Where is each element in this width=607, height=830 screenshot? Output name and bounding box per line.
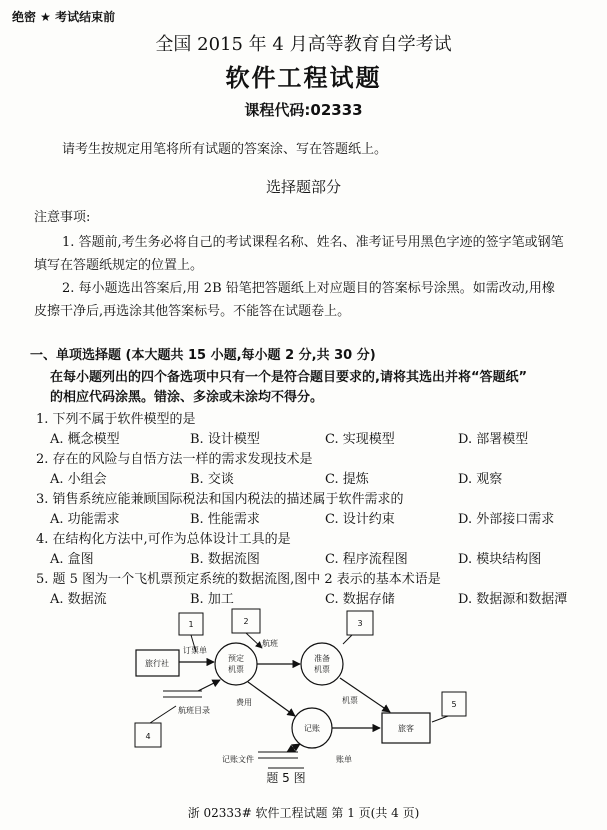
svg-text:费用: 费用	[236, 698, 252, 707]
svg-text:机票: 机票	[342, 696, 358, 705]
option-b[interactable]: B. 交谈	[190, 472, 234, 487]
part1-desc-line-2: 的相应代码涂黑。错涂、多涂或未涂均不得分。	[50, 390, 324, 405]
exam-title: 全国 2015 年 4 月高等教育自学考试	[155, 34, 452, 55]
option-a[interactable]: A. 数据流	[50, 592, 107, 607]
page-footer: 浙 02333# 软件工程试题 第 1 页(共 4 页)	[187, 806, 420, 820]
svg-text:准备: 准备	[314, 654, 330, 663]
option-d[interactable]: D. 数据源和数据潭	[458, 592, 568, 607]
answer-instruction: 请考生按规定用笔将所有试题的答案涂、写在答题纸上。	[62, 142, 388, 157]
svg-text:旅客: 旅客	[398, 724, 414, 733]
option-d[interactable]: D. 观察	[458, 472, 503, 487]
store-flight-catalog	[163, 691, 210, 715]
entity-travel-agency	[136, 650, 179, 676]
svg-text:订票单: 订票单	[183, 646, 207, 655]
course-code: 课程代码:02333	[244, 101, 363, 119]
option-a[interactable]: A. 概念模型	[50, 432, 120, 447]
svg-text:账单: 账单	[336, 755, 352, 764]
note-1-line-1: 1. 答题前,考生务必将自己的考试课程名称、姓名、准考证号用黑色字迹的签字笔或钢笔	[62, 235, 564, 250]
question-stem: 1. 下列不属于软件模型的是	[36, 412, 196, 427]
entity-customer	[382, 713, 430, 743]
part1-desc-line-1: 在每小题列出的四个备选项中只有一个是符合题目要求的,请将其选出并将“答题纸”	[50, 370, 528, 385]
svg-text:航班: 航班	[262, 639, 278, 648]
option-d[interactable]: D. 部署模型	[458, 432, 529, 447]
svg-text:记账文件: 记账文件	[222, 755, 254, 764]
process-prepare-ticket	[301, 643, 343, 685]
svg-text:机票: 机票	[228, 665, 244, 674]
option-a[interactable]: A. 盒图	[50, 552, 94, 567]
option-b[interactable]: B. 数据流图	[190, 552, 260, 567]
store-account-file	[222, 752, 298, 764]
svg-text:机票: 机票	[314, 665, 330, 674]
svg-text:预定: 预定	[228, 654, 244, 663]
callout-4	[135, 723, 161, 747]
svg-text:2: 2	[243, 617, 249, 626]
svg-text:航班目录: 航班目录	[178, 706, 210, 715]
option-b[interactable]: B. 加工	[190, 592, 234, 607]
option-a[interactable]: A. 功能需求	[50, 512, 120, 527]
option-b[interactable]: B. 设计模型	[190, 432, 260, 447]
question-stem: 5. 题 5 图为一个飞机票预定系统的数据流图,图中 2 表示的基本术语是	[36, 572, 441, 587]
note-2-line-2: 皮擦干净后,再选涂其他答案标号。不能答在试题卷上。	[34, 304, 351, 319]
svg-text:4: 4	[145, 732, 151, 741]
option-c[interactable]: C. 程序流程图	[325, 552, 408, 567]
callout-2	[232, 609, 260, 633]
option-c[interactable]: C. 数据存储	[325, 592, 395, 607]
svg-text:5: 5	[451, 700, 457, 709]
option-c[interactable]: C. 设计约束	[325, 512, 395, 527]
svg-text:1: 1	[188, 620, 194, 629]
figure-caption: 题 5 图	[266, 771, 306, 785]
svg-text:3: 3	[357, 619, 363, 628]
svg-text:记账: 记账	[304, 724, 320, 733]
option-c[interactable]: C. 提炼	[325, 472, 369, 487]
callout-1	[179, 613, 203, 635]
process-account	[292, 708, 332, 748]
option-a[interactable]: A. 小组会	[50, 472, 107, 487]
note-2-line-1: 2. 每小题选出答案后,用 2B 铅笔把答题纸上对应题目的答案标号涂黑。如需改动,用橡	[62, 281, 555, 296]
secret-mark: 绝密 ★ 考试结束前	[12, 10, 116, 24]
question-stem: 3. 销售系统应能兼顾国际税法和国内税法的描述属于软件需求的	[36, 492, 404, 507]
data-flow-diagram	[0, 600, 607, 830]
subject-title: 软件工程试题	[225, 64, 382, 92]
option-d[interactable]: D. 外部接口需求	[458, 512, 555, 527]
option-c[interactable]: C. 实现模型	[325, 432, 395, 447]
option-d[interactable]: D. 模块结构图	[458, 552, 542, 567]
callout-3	[347, 611, 373, 635]
process-book-ticket	[215, 643, 257, 685]
svg-text:旅行社: 旅行社	[145, 659, 169, 668]
part1-heading: 一、单项选择题 (本大题共 15 小题,每小题 2 分,共 30 分)	[30, 348, 376, 363]
option-b[interactable]: B. 性能需求	[190, 512, 260, 527]
note-1-line-2: 填写在答题纸规定的位置上。	[34, 258, 204, 273]
notes-heading: 注意事项:	[34, 210, 91, 225]
section-title: 选择题部分	[265, 178, 341, 196]
question-stem: 2. 存在的风险与自悟方法一样的需求发现技术是	[36, 452, 313, 467]
callout-5	[442, 692, 466, 716]
question-stem: 4. 在结构化方法中,可作为总体设计工具的是	[36, 532, 291, 547]
